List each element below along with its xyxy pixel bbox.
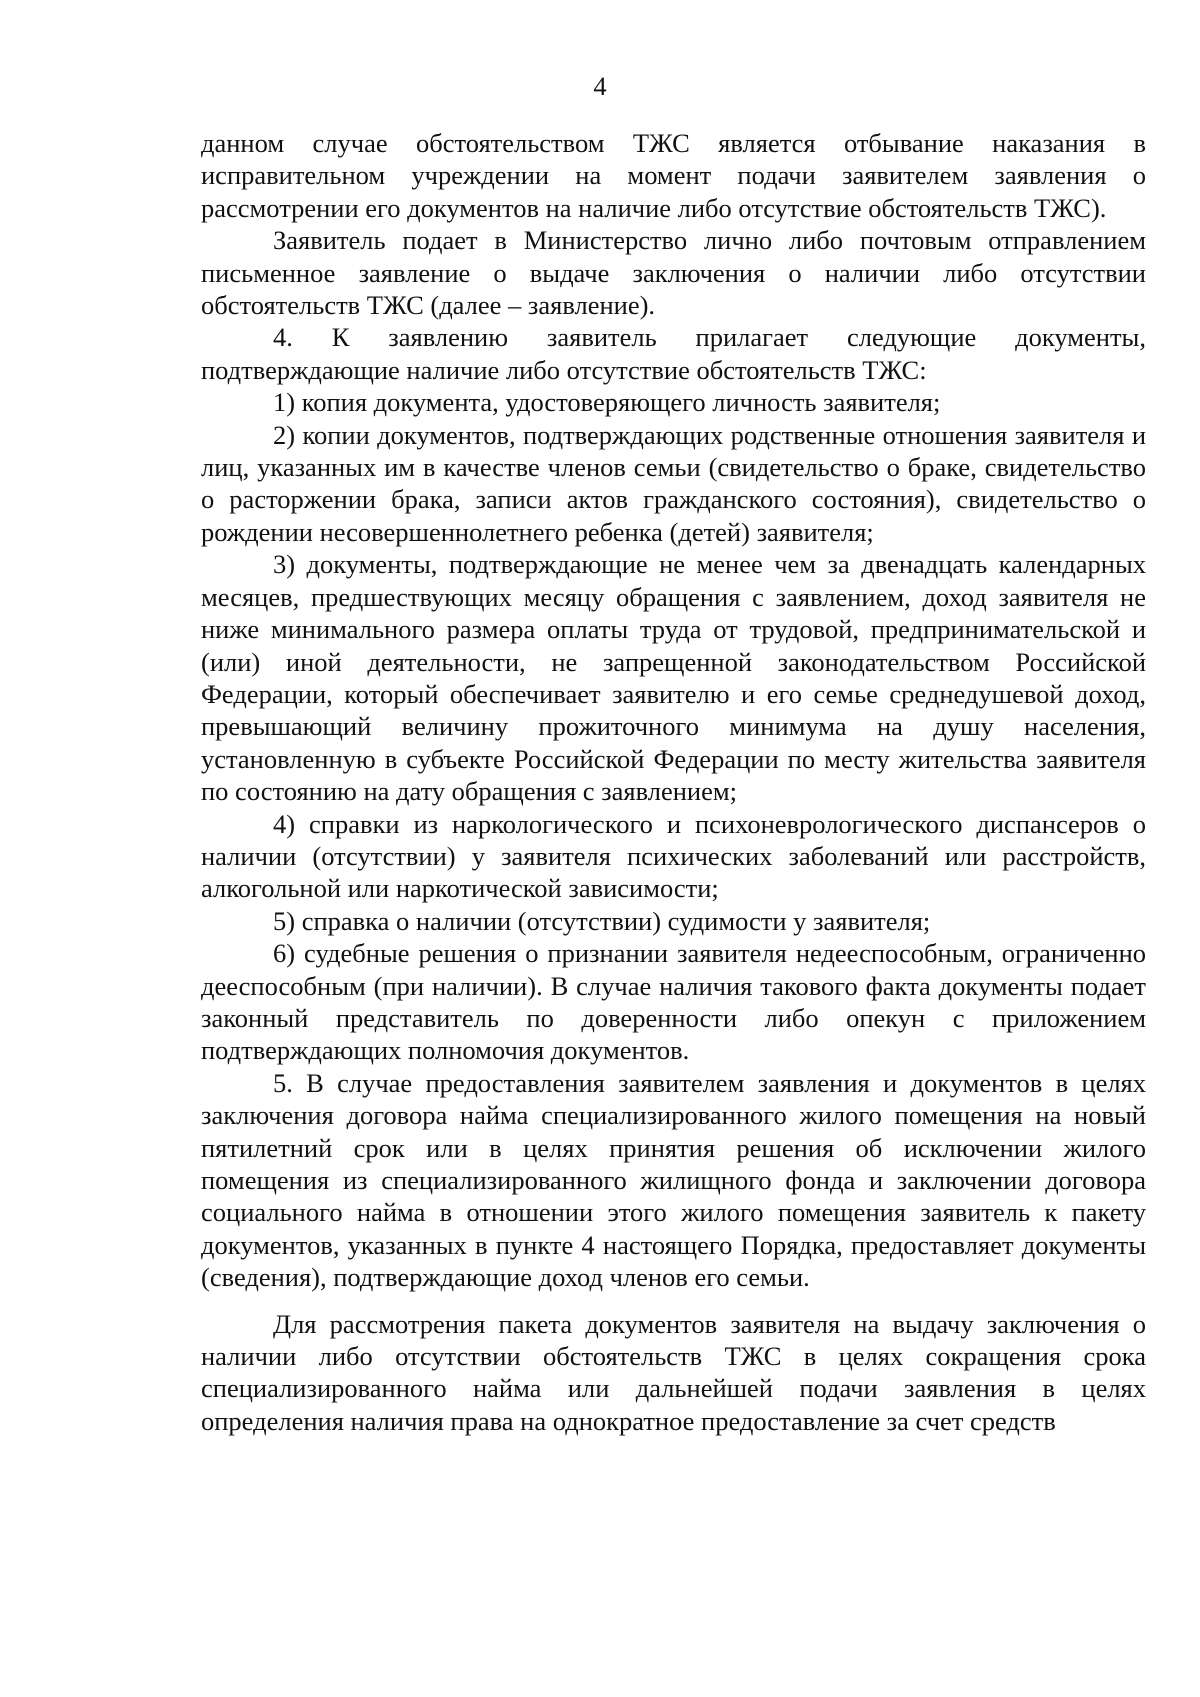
paragraph-applicant-submits: Заявитель подает в Министерство лично либо почтовым отправлением письменное заявление о выдаче заключения о наличии либо отсутствии обстоятельств ТЖС (далее – заявление).	[201, 225, 1146, 321]
paragraph-review-package: Для рассмотрения пакета документов заявителя на выдачу заключения о наличии либо отсутствии обстоятельств ТЖС в целях сокращения срока специализированного найма или дальнейшей подачи заявления в целях определения наличия права на однократное предоставление за счет средств	[201, 1308, 1146, 1436]
paragraph-item-4: 4. К заявлению заявитель прилагает следующие документы, подтверждающие наличие либо отсутствие обстоятельств ТЖС:	[201, 322, 1146, 385]
paragraph-item-4-2: 2) копии документов, подтверждающих родственные отношения заявителя и лиц, указанных им в качестве членов семьи (свидетельство о браке, свидетельство о расторжении брака, записи актов гражданского состояния), свидетельство о рождении несовершеннолетнего ребенка (детей) заявителя;	[201, 419, 1146, 547]
paragraph-item-4-5: 5) справка о наличии (отсутствии) судимости у заявителя;	[273, 905, 931, 936]
paragraph-item-4-1: 1) копия документа, удостоверяющего личность заявителя;	[273, 387, 941, 418]
paragraph-continuation: данном случае обстоятельством ТЖС является отбывание наказания в исправительном учреждении на момент подачи заявителем заявления о рассмотрении его документов на наличие либо отсутствие обстоятельств ТЖС).	[201, 128, 1146, 223]
paragraph-item-4-3: 3) документы, подтверждающие не менее чем за двенадцать календарных месяцев, предшествующих месяцу обращения с заявлением, доход заявителя не ниже минимального размера оплаты труда от трудовой, предпринимательской и (или) иной деятельности, не запрещенной законодательством Российской Федерации, который обеспечивает заявителю и его семье среднедушевой доход, превышающий величину прожиточного минимума на душу населения, установленную в субъекте Российской Федерации по месту жительства заявителя по состоянию на дату обращения с заявлением;	[201, 549, 1146, 807]
paragraph-item-5: 5. В случае предоставления заявителем заявления и документов в целях заключения договора найма специализированного жилого помещения на новый пятилетний срок или в целях принятия решения об исключении жилого помещения из специализированного жилищного фонда и заключении договора социального найма в отношении этого жилого помещения заявитель к пакету документов, указанных в пункте 4 настоящего Порядка, предоставляет документы (сведения), подтверждающие доход членов его семьи.	[201, 1067, 1146, 1293]
page-number: 4	[593, 71, 607, 101]
paragraph-item-4-4: 4) справки из наркологического и психоневрологического диспансеров о наличии (отсутствии) у заявителя психических заболеваний или расстройств, алкогольной или наркотической зависимости;	[201, 808, 1146, 904]
paragraph-item-4-6: 6) судебные решения о признании заявителя недееспособным, ограниченно дееспособным (при наличии). В случае наличия такового факта документы подает законный представитель по доверенности либо опекун с приложением подтверждающих полномочия документов.	[201, 938, 1146, 1066]
document-body	[201, 127, 1146, 1437]
